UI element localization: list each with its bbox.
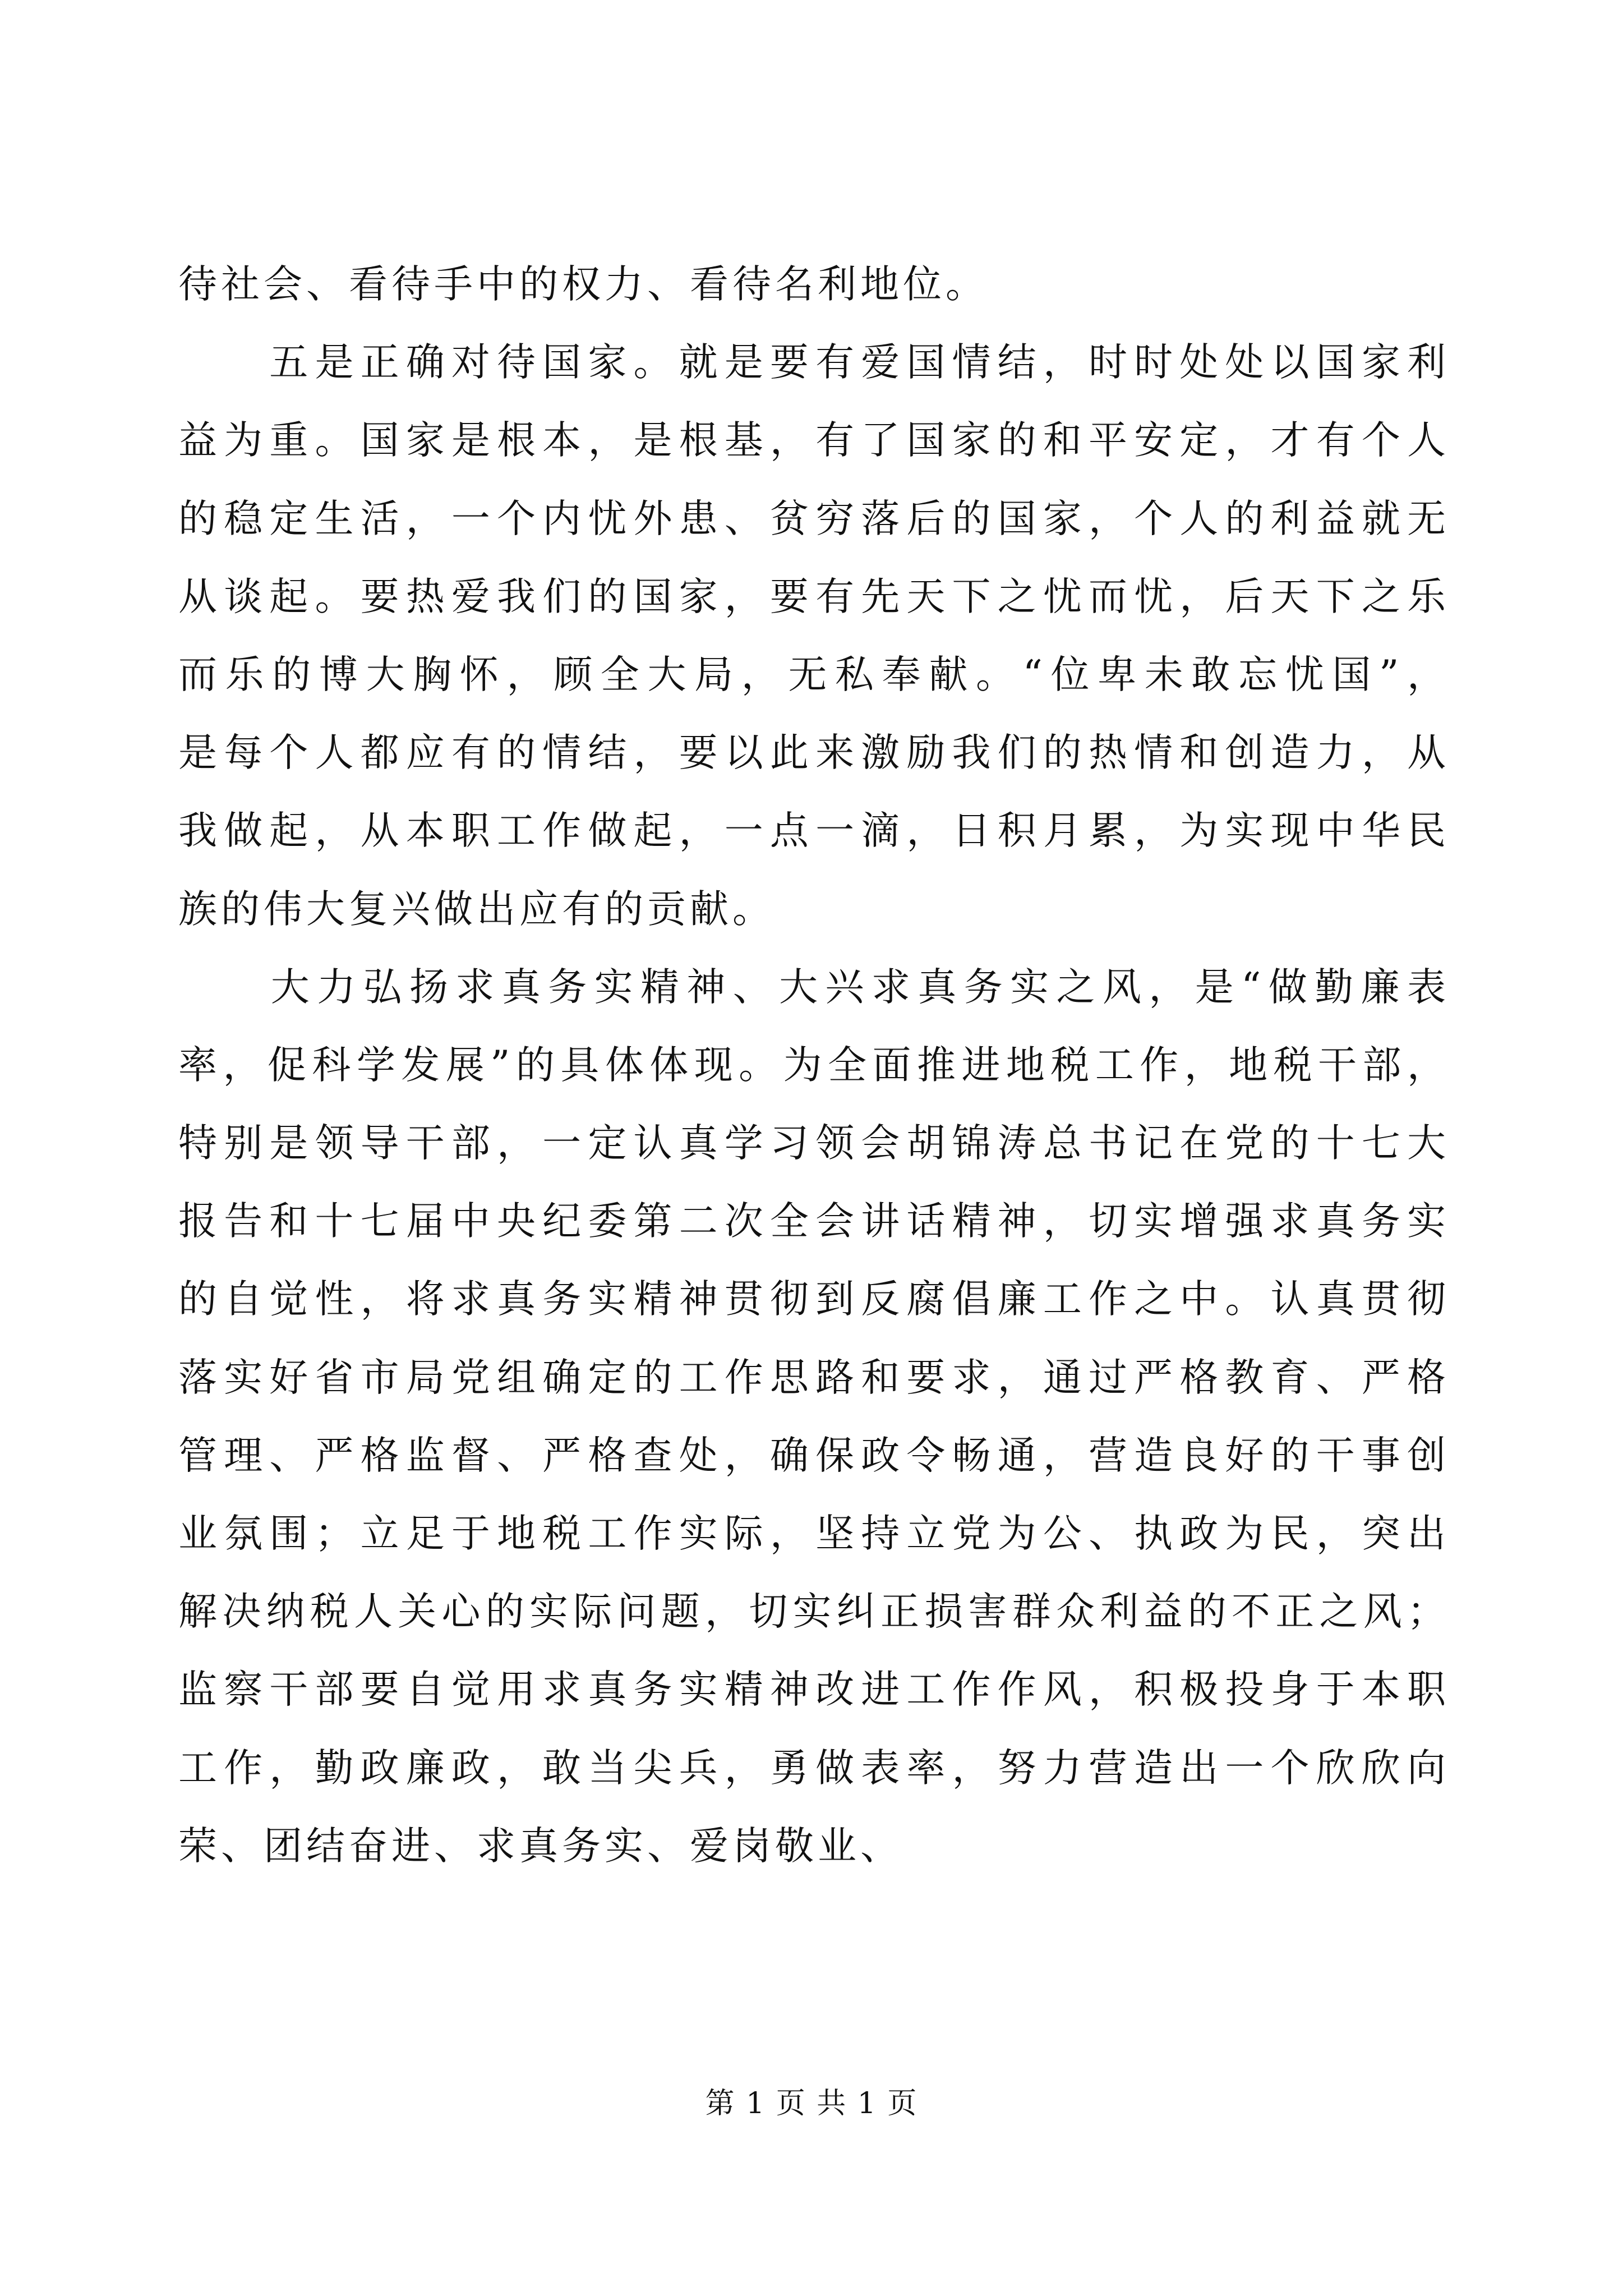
body-text <box>178 259 1446 1899</box>
text-line: 特别是领导干部，一定认真学习领会胡锦涛总书记在党的十七大 <box>178 1121 1446 1166</box>
text-line: 落实好省市局党组确定的工作思路和要求，通过严格教育、严格 <box>178 1355 1446 1400</box>
text-line: 益为重。国家是根本，是根基，有了国家的和平安定，才有个人 <box>178 418 1446 463</box>
text-line: 监察干部要自觉用求真务实精神改进工作作风，积极投身于本职 <box>178 1667 1446 1713</box>
text-line: 大力弘扬求真务实精神、大兴求真务实之风，是“做勤廉表 <box>178 964 1446 1010</box>
text-line: 的稳定生活，一个内忧外患、贫穷落后的国家，个人的利益就无 <box>178 496 1446 541</box>
text-line: 的自觉性，将求真务实精神贯彻到反腐倡廉工作之中。认真贯彻 <box>178 1277 1446 1322</box>
text-line: 荣、团结奋进、求真务实、爱岗敬业、 <box>178 1823 903 1869</box>
text-line: 管理、严格监督、严格查处，确保政令畅通，营造良好的干事创 <box>178 1433 1446 1478</box>
text-line: 族的伟大复兴做出应有的贡献。 <box>178 886 775 932</box>
text-line: 解决纳税人关心的实际问题，切实纠正损害群众利益的不正之风； <box>178 1589 1446 1635</box>
text-line: 我做起，从本职工作做起，一点一滴，日积月累，为实现中华民 <box>178 808 1446 854</box>
text-line: 五是正确对待国家。就是要有爱国情结，时时处处以国家利 <box>178 340 1446 385</box>
text-line: 从谈起。要热爱我们的国家，要有先天下之忧而忧，后天下之乐 <box>178 574 1446 619</box>
text-line: 待社会、看待手中的权力、看待名利地位。 <box>178 262 988 307</box>
text-line: 率，促科学发展”的具体体现。为全面推进地税工作，地税干部， <box>178 1042 1446 1088</box>
text-line: 业氛围；立足于地税工作实际，坚持立党为公、执政为民，突出 <box>178 1511 1446 1556</box>
text-line: 是每个人都应有的情结，要以此来激励我们的热情和创造力，从 <box>178 730 1446 776</box>
text-line: 报告和十七届中央纪委第二次全会讲话精神，切实增强求真务实 <box>178 1199 1446 1244</box>
text-line: 工作，勤政廉政，敢当尖兵，勇做表率，努力营造出一个欣欣向 <box>178 1745 1446 1791</box>
text-line: 而乐的博大胸怀，顾全大局，无私奉献。“位卑未敢忘忧国”， <box>178 652 1446 697</box>
page-footer: 第 1 页 共 1 页 <box>705 2087 918 2120</box>
